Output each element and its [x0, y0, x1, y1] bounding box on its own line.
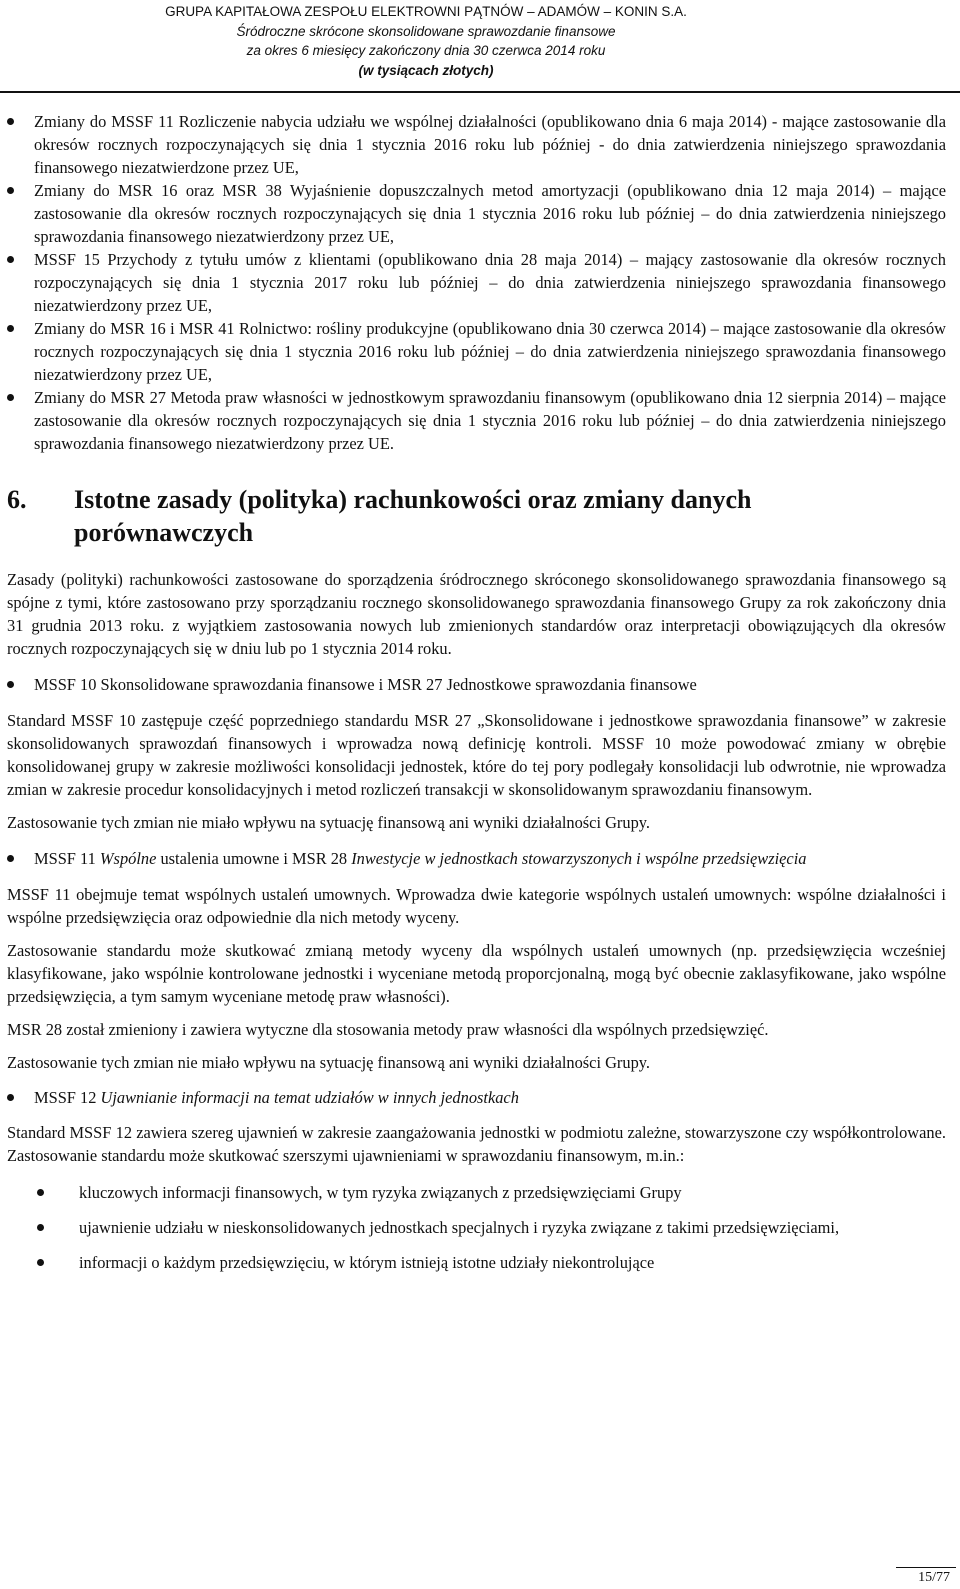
- bullet-icon: [7, 118, 14, 125]
- section-title: Istotne zasady (polityka) rachunkowości oraz zmiany danych porównawczych: [74, 485, 752, 547]
- list-item: informacji o każdym przedsięwzięciu, w którym istnieją istotne udziały niekontrolujące: [79, 1251, 946, 1274]
- list-item: MSSF 15 Przychody z tytułu umów z klientami (opublikowano dnia 28 maja 2014) – mający zastosowanie dla okresów rocznych rozpoczynających się dnia 1 stycznia 2017 roku lub później – do dnia zatwierdzenia niniejszego sprawozdania finansowego niezatwierdzony przez UE,: [34, 248, 946, 317]
- list-item: Zmiany do MSSF 11 Rozliczenie nabycia udziału we wspólnej działalności (opublikowano dnia 6 maja 2014) - mające zastosowanie dla okresów rocznych rozpoczynających się dnia 1 stycznia 2016 roku lub później - do dnia zatwierdzenia niniejszego sprawozdania finansowego niezatwierdzone przez UE,: [34, 110, 946, 179]
- section-number: 6.: [7, 485, 27, 514]
- bullet-icon: [7, 394, 14, 401]
- bullet-icon: [37, 1259, 44, 1266]
- list-item: ujawnienie udziału w nieskonsolidowanych jednostkach specjalnych i ryzyka związane z takimi przedsięwzięciami,: [79, 1216, 946, 1239]
- standard-heading: MSSF 11 Wspólne ustalenia umowne i MSR 28 Inwestycje w jednostkach stowarzyszonych i wspólne przedsięwzięcia: [34, 847, 946, 870]
- bullet-icon: [7, 855, 14, 862]
- standard-heading: MSSF 10 Skonsolidowane sprawozdania finansowe i MSR 27 Jednostkowe sprawozdania finansowe: [34, 673, 946, 696]
- section-heading: [7, 483, 960, 549]
- page-content: [0, 110, 960, 1286]
- header-currency-note: (w tysiącach złotych): [358, 62, 494, 78]
- paragraph: Zastosowanie tych zmian nie miało wpływu na sytuację finansową ani wyniki działalności Grupy.: [7, 1053, 651, 1072]
- header-company-name: GRUPA KAPITAŁOWA ZESPOŁU ELEKTROWNI PĄTNÓW – ADAMÓW – KONIN S.A.: [165, 4, 687, 19]
- bullet-icon: [37, 1224, 44, 1231]
- header-period: za okres 6 miesięcy zakończony dnia 30 czerwca 2014 roku: [246, 43, 606, 58]
- page-number: 15/77: [918, 1570, 950, 1585]
- list-item: Zmiany do MSR 27 Metoda praw własności w jednostkowym sprawozdaniu finansowym (opublikowano dnia 12 sierpnia 2014) – mające zastosowanie dla okresów rocznych rozpoczynających się dnia 1 stycznia 2016 roku lub później – do dnia zatwierdzenia niniejszego sprawozdania finansowego niezatwierdzony przez UE.: [34, 386, 946, 455]
- paragraph: Zastosowanie standardu może skutkować zmianą metody wyceny dla wspólnych ustaleń umownych (np. przedsięwzięcia wcześniej klasyfikowane, jako wspólnie kontrolowane jednostki i wyceniane metodą proporcjonalną, mogą być obecnie zaklasyfikowane, jako wspólne przedsięwzięcia, a tym samym wyceniane metodę praw własności).: [7, 941, 946, 1006]
- intro-paragraph: Zasady (polityki) rachunkowości zastosowane do sporządzenia śródrocznego skróconego skonsolidowanego sprawozdania finansowego są spójne z tymi, które zastosowano przy sporządzaniu rocznego skonsolidowanego sprawozdania finansowego Grupy za rok zakończony dnia 31 grudnia 2013 roku. z wyjątkiem zastosowania nowych lub zmienionych standardów oraz interpretacji obowiązujących dla okresów rocznych rozpoczynających się w dniu lub po 1 stycznia 2014 roku.: [7, 570, 946, 658]
- bullet-icon: [7, 325, 14, 332]
- header-divider: [0, 91, 960, 93]
- paragraph: Standard MSSF 10 zastępuje część poprzedniego standardu MSR 27 „Skonsolidowane i jednostkowe sprawozdania finansowe” w zakresie skonsolidowanych sprawozdań finansowych i wprowadza nową definicję kontroli. MSSF 10 może powodować zmiany w obrębie konsolidowanej grupy w zakresie możliwości konsolidacji jednostek, które do tej pory podlegały konsolidacji lub odwrotnie, nie wprowadza zmian w zakresie procedur konsolidacyjnych i metod rozliczeń transakcji w skonsolidowanym sprawozdaniu finansowym.: [7, 711, 946, 799]
- paragraph: MSR 28 został zmieniony i zawiera wytyczne dla stosowania metody praw własności dla wspólnych przedsięwzięć.: [7, 1020, 769, 1039]
- paragraph: MSSF 11 obejmuje temat wspólnych ustaleń umownych. Wprowadza dwie kategorie wspólnych ustaleń umownych: wspólne działalności i wspólne przedsięwzięcia oraz odpowiednie dla nich metody wyceny.: [7, 885, 946, 927]
- bullet-icon: [7, 187, 14, 194]
- page-header: [106, 2, 746, 80]
- paragraph: Zastosowanie tych zmian nie miało wpływu na sytuację finansową ani wyniki działalności Grupy.: [7, 813, 651, 832]
- standard-heading: MSSF 12 Ujawnianie informacji na temat udziałów w innych jednostkach: [34, 1086, 946, 1109]
- standard-mssf10: [0, 673, 960, 696]
- list-item: Zmiany do MSR 16 oraz MSR 38 Wyjaśnienie dopuszczalnych metod amortyzacji (opublikowano dnia 12 maja 2014) – mające zastosowanie dla okresów rocznych rozpoczynających się dnia 1 stycznia 2016 roku lub później – do dnia zatwierdzenia niniejszego sprawozdania finansowego niezatwierdzony przez UE,: [34, 179, 946, 248]
- list-item: Zmiany do MSR 16 i MSR 41 Rolnictwo: rośliny produkcyjne (opublikowano dnia 30 czerwca 2014) – mające zastosowanie dla okresów rocznych rozpoczynających się dnia 1 stycznia 2016 roku lub później – do dnia zatwierdzenia niniejszego sprawozdania finansowego niezatwierdzony przez UE,: [34, 317, 946, 386]
- header-report-title: Śródroczne skrócone skonsolidowane sprawozdanie finansowe: [236, 23, 616, 39]
- list-item: kluczowych informacji finansowych, w tym ryzyka związanych z przedsięwzięciami Grupy: [79, 1181, 946, 1204]
- standards-list-pending: [0, 110, 960, 455]
- bullet-icon: [7, 256, 14, 263]
- bullet-icon: [7, 1094, 14, 1101]
- paragraph: Standard MSSF 12 zawiera szereg ujawnień w zakresie zaangażowania jednostki w podmiotu zależne, stowarzyszone czy współkontrolowane. Zastosowanie standardu może skutkować szerszymi ujawnieniami w sprawozdaniu finansowym, m.in.:: [7, 1123, 946, 1165]
- standard-mssf11: [0, 847, 960, 870]
- bullet-icon: [7, 681, 14, 688]
- disclosure-list: [0, 1181, 960, 1274]
- bullet-icon: [37, 1189, 44, 1196]
- footer-divider: [896, 1567, 956, 1568]
- standard-mssf12: [0, 1086, 960, 1109]
